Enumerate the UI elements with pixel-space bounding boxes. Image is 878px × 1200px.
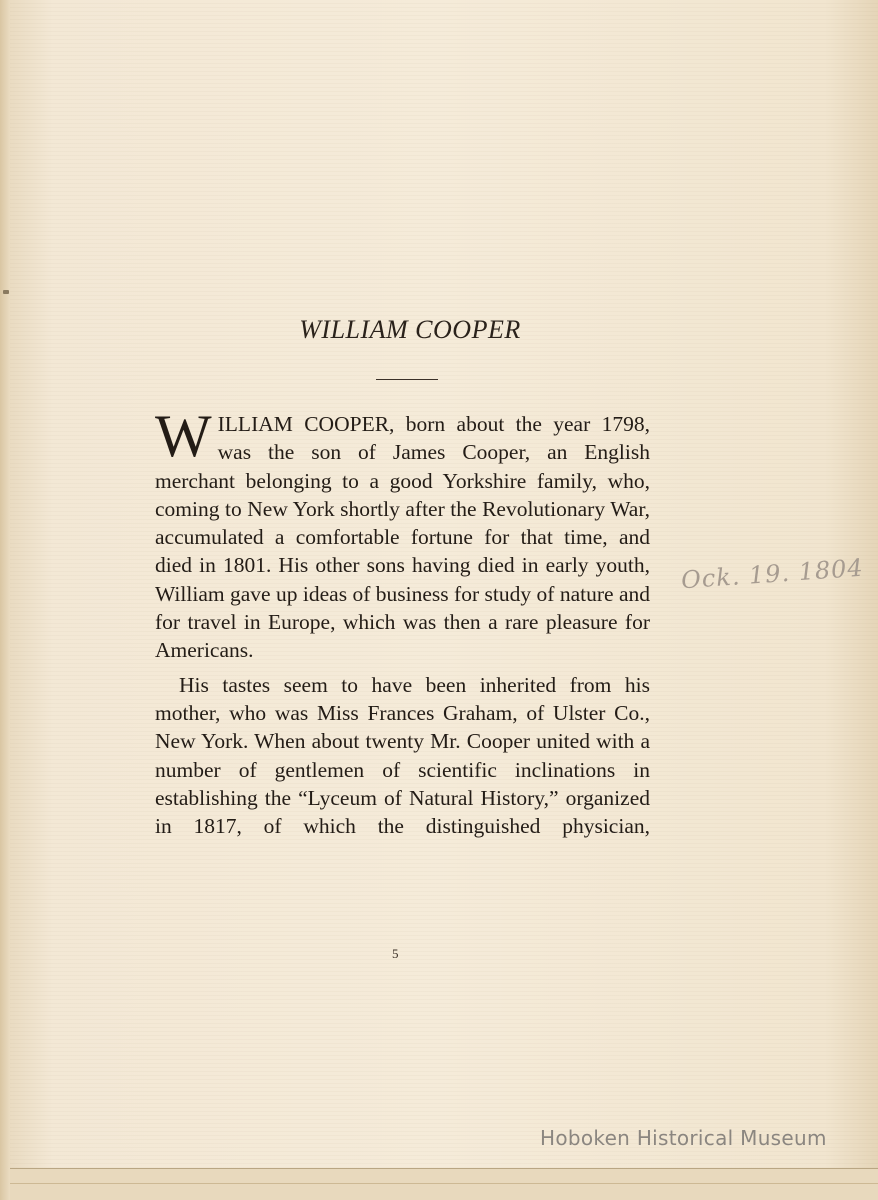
bleed-through-text [240, 170, 680, 254]
underlying-page-edge [10, 1168, 878, 1200]
body-text [155, 403, 650, 840]
paragraph-1: WILLIAM COOPER, born about the year 1798, was the son of James Cooper, an English merchant belonging to a good Yorkshire family, who, coming to New York shortly after the Revolutionary War, accumulated a comfortable fortune for that time, and died in 1801. His other sons having died in early youth, William gave up ideas of business for study of nature and for travel in Europe, which was then a rare pleasure for Americans. [155, 403, 650, 663]
paragraph-2: His tastes seem to have been inherited from his mother, who was Miss Frances Graham, of Ulster Co., New York. When about twenty Mr. Cooper united with a number of gentlemen of scientific inclinations in establishing the “Lyceum of Natural History,” organized in 1817, of which the distinguished physician, [155, 672, 650, 839]
handwritten-date-note: Ock. 19. 1804 [680, 553, 865, 595]
museum-watermark: Hoboken Historical Museum [540, 1126, 827, 1150]
page-number: 5 [392, 946, 399, 961]
title-divider [376, 379, 438, 380]
paper-edge [0, 0, 10, 1200]
binding-mark [3, 290, 9, 294]
page-title: WILLIAM COOPER [299, 315, 521, 344]
